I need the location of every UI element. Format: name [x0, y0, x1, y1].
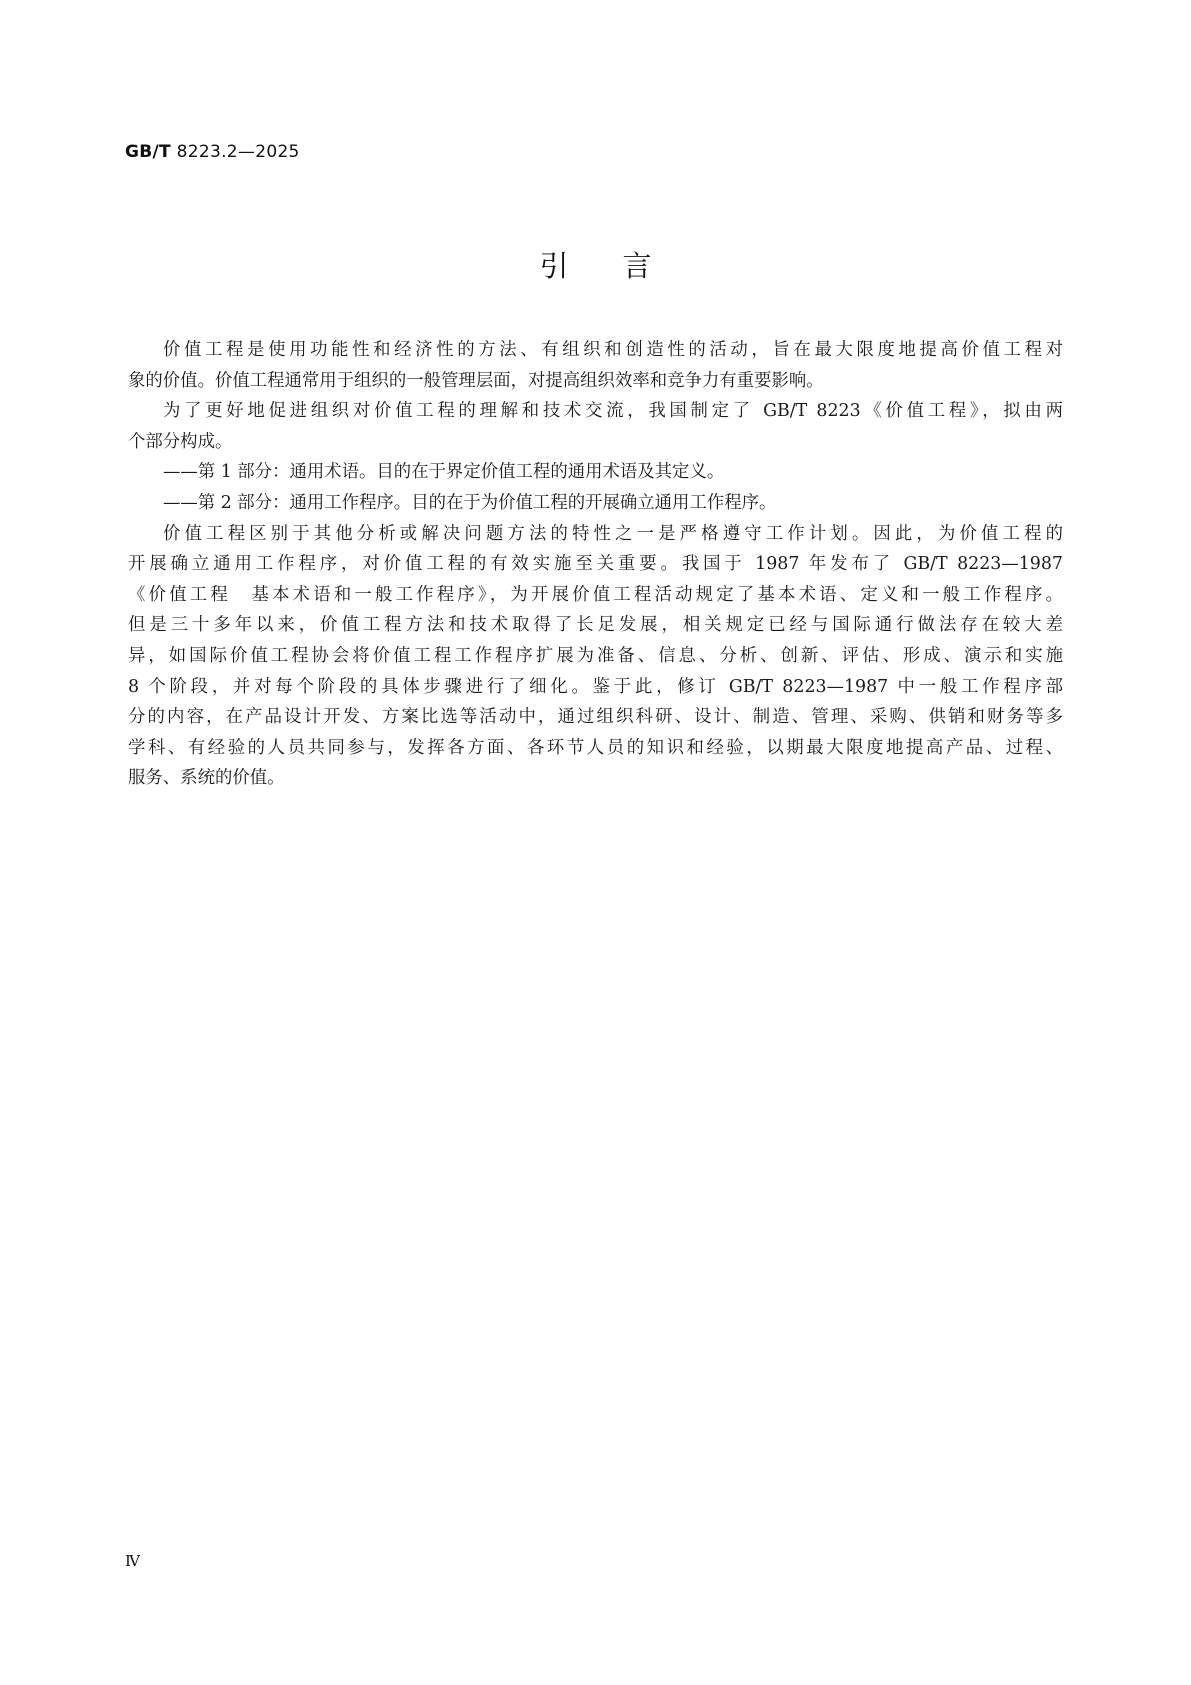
- standard-code-prefix: GB/T: [125, 142, 171, 162]
- paragraph-5-line-7: 分的内容，在产品设计开发、方案比选等活动中，通过组织科研、设计、制造、管理、采购、供销和财务等多: [128, 707, 1063, 728]
- part-1-item: ——第 1 部分：通用术语。目的在于界定价值工程的通用术语及其定义。: [163, 462, 725, 483]
- standard-code-number: 8223.2—2025: [170, 142, 300, 162]
- paragraph-5-line-2: 开展确立通用工作程序，对价值工程的有效实施至关重要。我国于 1987 年发布了 GB/T 8223—1987: [128, 554, 1063, 575]
- standard-code: [125, 142, 300, 162]
- paragraph-1-line-1: 价值工程是使用功能性和经济性的方法、有组织和创造性的活动，旨在最大限度地提高价值工程对: [163, 340, 1063, 360]
- section-title: 引言: [539, 249, 706, 283]
- paragraph-1-line-2: 象的价值。价值工程通常用于组织的一般管理层面，对提高组织效率和竞争力有重要影响。: [128, 370, 824, 391]
- page-number: Ⅳ: [125, 1552, 140, 1570]
- paragraph-5-line-9: 服务、系统的价值。: [128, 768, 285, 789]
- paragraph-5-line-3: 《价值工程 基本术语和一般工作程序》，为开展价值工程活动规定了基本术语、定义和一般工作程序。: [128, 584, 1063, 605]
- introduction-body: [128, 335, 1063, 794]
- paragraph-5-line-6: 8 个阶段，并对每个阶段的具体步骤进行了细化。鉴于此，修订 GB/T 8223—1987 中一般工作程序部: [128, 676, 1063, 697]
- paragraph-5-line-4: 但是三十多年以来，价值工程方法和技术取得了长足发展，相关规定已经与国际通行做法存在较大差: [128, 615, 1063, 636]
- paragraph-5-line-5: 异，如国际价值工程协会将价值工程工作程序扩展为准备、信息、分析、创新、评估、形成、演示和实施: [128, 645, 1063, 666]
- paragraph-2-line-2: 个部分构成。: [128, 431, 233, 452]
- paragraph-5-line-8: 学科、有经验的人员共同参与，发挥各方面、各环节人员的知识和经验，以期最大限度地提高产品、过程、: [128, 737, 1063, 758]
- paragraph-5-line-1: 价值工程区别于其他分析或解决问题方法的特性之一是严格遵守工作计划。因此，为价值工程的: [163, 523, 1063, 544]
- part-2-item: ——第 2 部分：通用工作程序。目的在于为价值工程的开展确立通用工作程序。: [163, 492, 777, 513]
- paragraph-2-line-1: 为了更好地促进组织对价值工程的理解和技术交流，我国制定了 GB/T 8223《价值工程》，拟由两: [163, 401, 1063, 422]
